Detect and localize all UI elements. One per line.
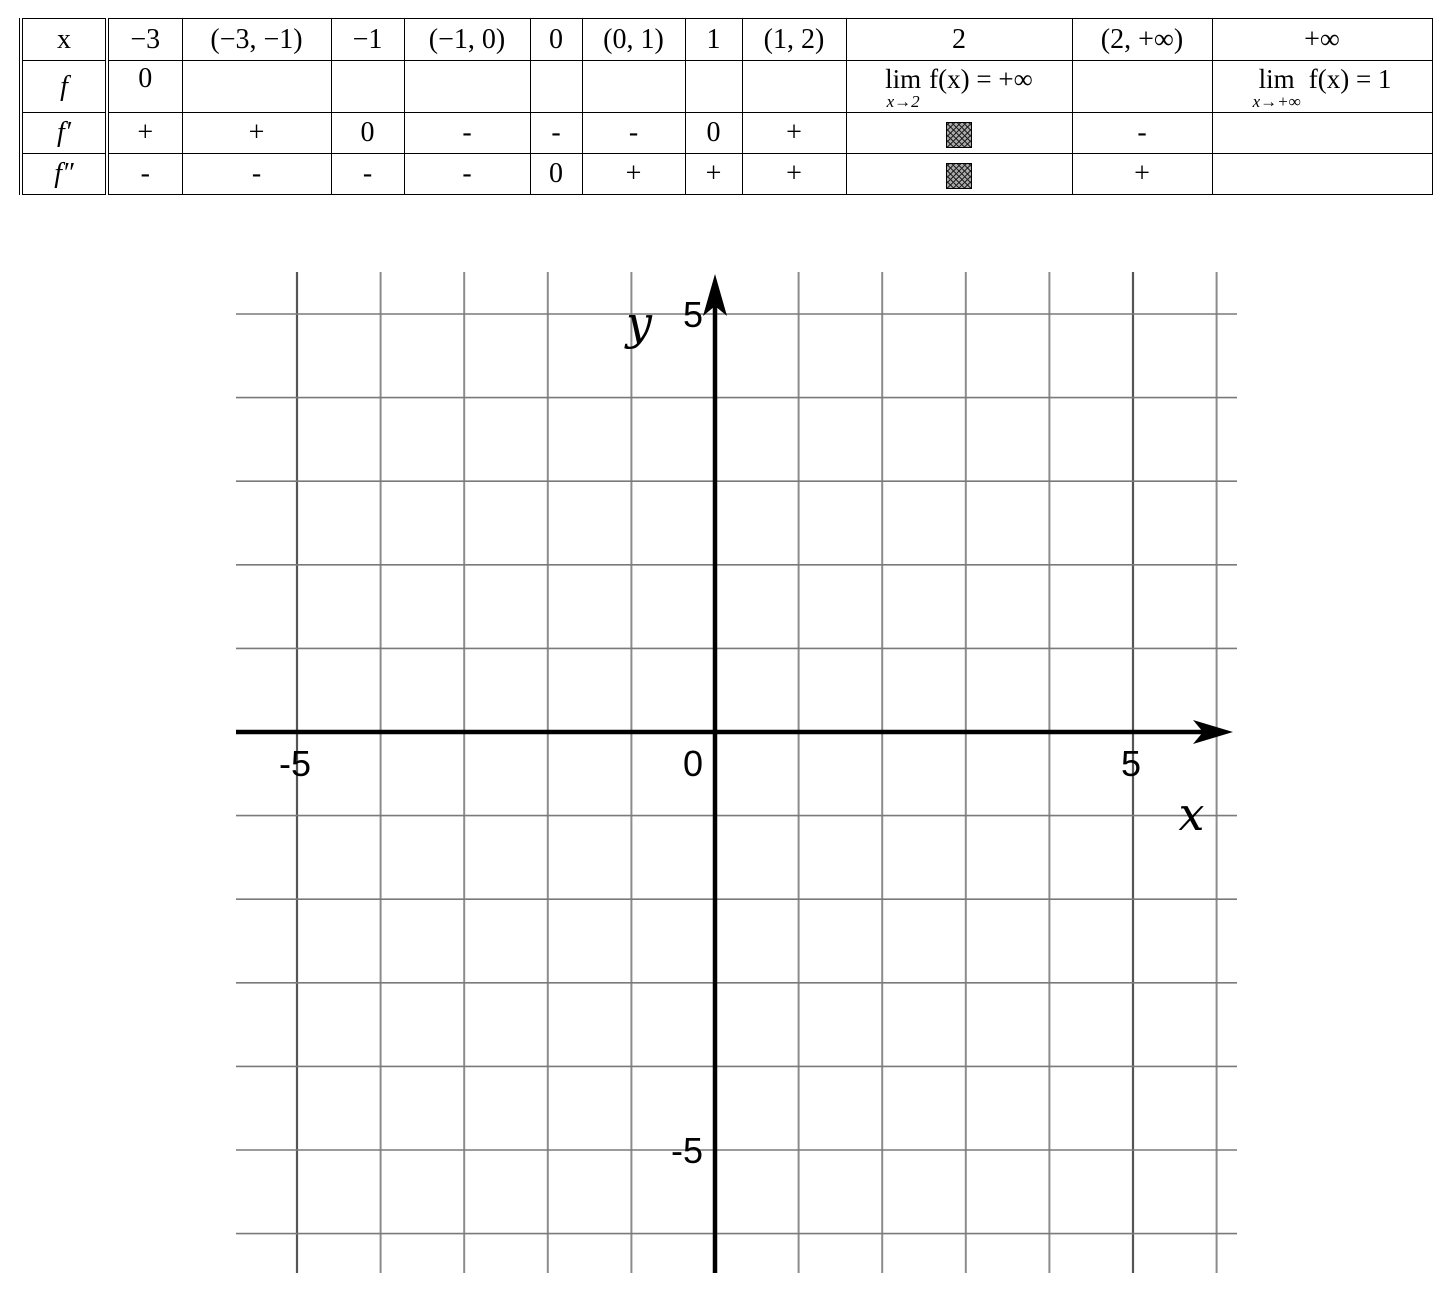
header-cell: (1, 2) bbox=[742, 19, 846, 61]
table-cell: + bbox=[182, 113, 331, 154]
origin-label: 0 bbox=[682, 743, 703, 784]
y-axis-name: y bbox=[626, 296, 652, 351]
header-cell: 2 bbox=[846, 19, 1072, 61]
header-cell: (2, +∞) bbox=[1072, 19, 1212, 61]
header-cell: +∞ bbox=[1212, 19, 1432, 61]
limit-expression: f(x) = 1 bbox=[1308, 63, 1392, 94]
table-cell: 0 bbox=[530, 154, 582, 195]
header-cell: (0, 1) bbox=[582, 19, 685, 61]
header-cell: (−3, −1) bbox=[182, 19, 331, 61]
limit-subscript: x→2 bbox=[886, 91, 920, 111]
limit-expression: f(x) = +∞ bbox=[929, 63, 1033, 94]
table-cell: 0 bbox=[685, 113, 742, 154]
table-cell: + bbox=[742, 154, 846, 195]
row-label-f-prime: f′ bbox=[21, 113, 107, 154]
header-cell: 1 bbox=[685, 19, 742, 61]
header-cell: 0 bbox=[530, 19, 582, 61]
limit-subscript: x→+∞ bbox=[1252, 91, 1301, 111]
y-tick-label: 5 bbox=[682, 294, 703, 335]
grid bbox=[236, 272, 1237, 1273]
table-cell: - bbox=[1072, 113, 1212, 154]
table-cell: 0 bbox=[107, 61, 182, 113]
row-label-f: f bbox=[21, 61, 107, 113]
x-axis-name: x bbox=[1178, 787, 1205, 841]
header-cell: −3 bbox=[107, 19, 182, 61]
table-cell: - bbox=[530, 113, 582, 154]
table-cell: - bbox=[107, 154, 182, 195]
header-cell: −1 bbox=[331, 19, 404, 61]
header-cell-x: x bbox=[21, 19, 107, 61]
header-cell: (−1, 0) bbox=[404, 19, 530, 61]
x-tick-label: -5 bbox=[278, 743, 312, 784]
row-label-f-double-prime: f″ bbox=[21, 154, 107, 195]
table-cell: + bbox=[582, 154, 685, 195]
table-cell: - bbox=[404, 113, 530, 154]
table-cell: + bbox=[107, 113, 182, 154]
table-cell: - bbox=[331, 154, 404, 195]
table-cell: + bbox=[742, 113, 846, 154]
table-cell: 0 bbox=[331, 113, 404, 154]
table-cell: + bbox=[685, 154, 742, 195]
table-cell: - bbox=[582, 113, 685, 154]
table-cell: + bbox=[1072, 154, 1212, 195]
limit-word: lim bbox=[885, 63, 922, 94]
x-tick-label: 5 bbox=[1120, 743, 1142, 784]
axes bbox=[236, 274, 1233, 1273]
y-tick-label: -5 bbox=[670, 1130, 703, 1171]
table-cell: - bbox=[182, 154, 331, 195]
limit-word: lim bbox=[1258, 63, 1295, 94]
table-cell: - bbox=[404, 154, 530, 195]
